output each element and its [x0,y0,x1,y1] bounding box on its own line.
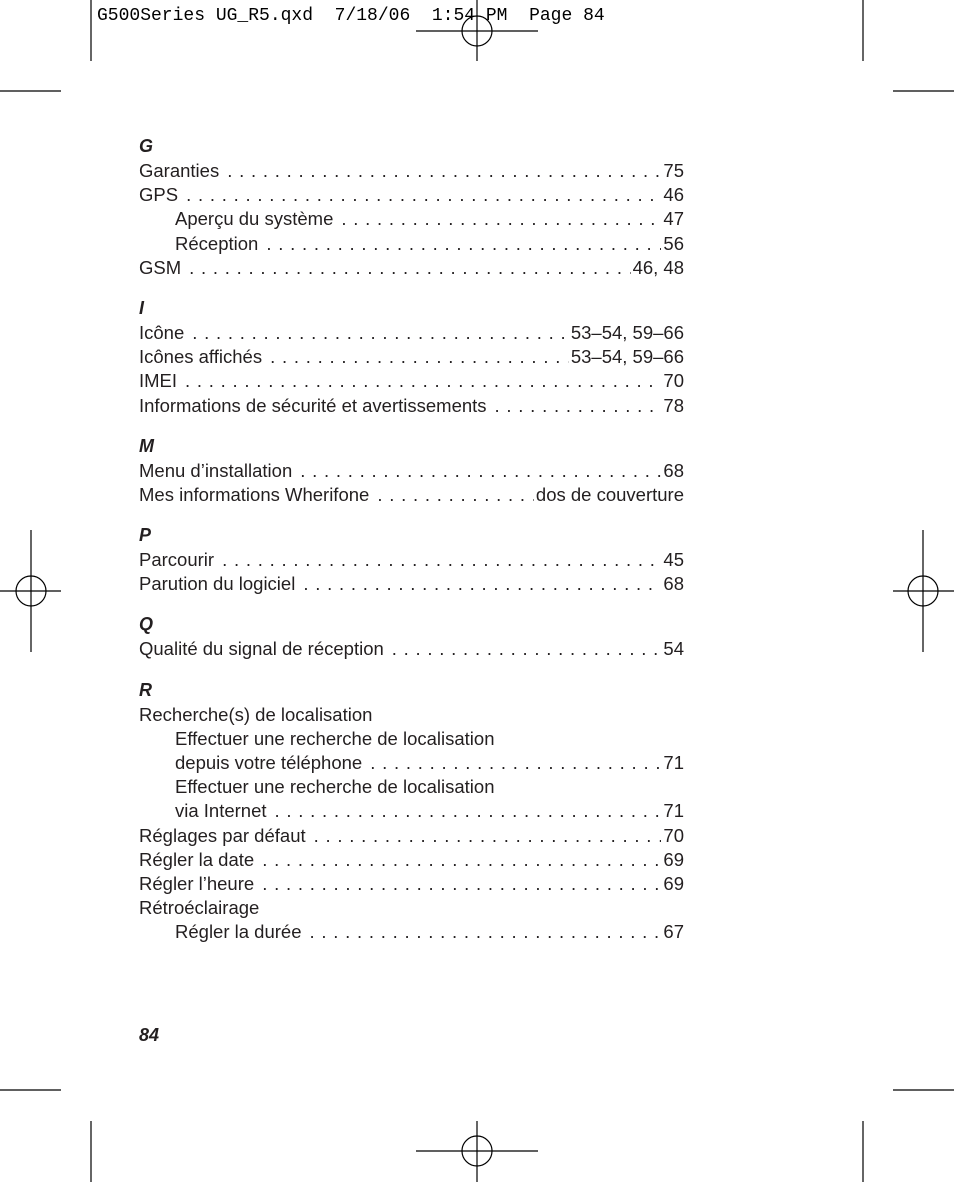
index-section [139,613,684,661]
entry-page-ref: 67 [663,921,684,943]
entry-page-ref: 53–54, 59–66 [570,321,684,343]
entry-page-ref: 75 [663,160,684,181]
entry-term: Menu d’installation [139,459,293,481]
entry-term: Icône [139,321,185,343]
dot-leader [262,872,661,896]
index-subentry [139,727,684,751]
index-entry [139,483,684,507]
index-subentry [139,920,684,944]
dot-leader [185,369,661,393]
entry-page-ref: 53–54, 59–66 [570,346,684,368]
index-section [139,524,684,596]
entry-term: Effectuer une recherche de localisation [175,776,495,798]
entry-term: Réception [175,232,259,254]
dot-leader [341,207,661,231]
index-subentry [139,751,684,775]
entry-page-ref: 56 [663,232,684,254]
index-section [139,679,684,945]
entry-page-ref: 78 [663,394,684,416]
dot-leader [189,256,630,280]
entry-term: Qualité du signal de réception [139,638,384,660]
entry-page-ref: 54 [663,638,684,660]
registration-target-right [893,530,954,652]
entry-page-ref: 46, 48 [632,256,684,278]
index-section [139,297,684,418]
entry-term: Parcourir [139,549,215,571]
entry-page-ref: 69 [663,872,684,894]
index-entry [139,321,684,345]
entry-page-ref: 45 [663,549,684,571]
entry-page-ref: 69 [663,848,684,870]
entry-term: Régler la durée [175,921,302,943]
index-subentry [139,799,684,823]
print-slug-header: G500Series UG_R5.qxd 7/18/06 1:54 PM Page 84 [97,6,605,26]
entry-term: depuis votre téléphone [175,752,363,773]
dot-leader [303,572,661,596]
registration-target-bottom [416,1121,538,1182]
section-letter: I [139,297,145,318]
entry-term: Effectuer une recherche de localisation [175,727,495,749]
index-entry [139,256,684,280]
index-subentry [139,232,684,256]
entry-term: Régler la date [139,848,255,870]
index-entry [139,872,684,896]
entry-page-ref: 70 [663,824,684,846]
entry-term: Parution du logiciel [139,573,296,595]
dot-leader [392,637,662,661]
dot-leader [186,183,661,207]
entry-page-ref: 70 [663,370,684,392]
section-letter: P [139,525,152,546]
registration-target-left [0,530,61,652]
entry-page-ref: 71 [663,752,684,773]
entry-page-ref: dos de couverture [535,483,684,505]
entry-page-ref: 47 [663,208,684,230]
dot-leader [266,232,661,256]
entry-page-ref: 46 [663,184,684,206]
entry-page-ref: 68 [663,573,684,595]
index-subentry [139,775,684,799]
index-entry [139,394,684,418]
index-entry [139,183,684,207]
index-entry [139,637,684,661]
dot-leader [270,345,569,369]
index-entry [139,345,684,369]
index-list [139,135,684,962]
index-entry [139,848,684,872]
entry-term: Icônes affichés [139,346,263,368]
entry-page-ref: 71 [663,800,684,822]
dot-leader [370,751,661,775]
dot-leader [262,848,661,872]
dot-leader [275,799,662,823]
dot-leader [377,483,534,507]
page-number: 84 [139,1025,160,1045]
index-entry [139,896,684,920]
entry-term: Garanties [139,160,220,181]
entry-page-ref: 68 [663,459,684,481]
index-entry [139,703,684,727]
section-letter: R [139,679,152,700]
entry-term: GPS [139,184,179,206]
entry-term: Régler l’heure [139,872,255,894]
section-letter: M [139,435,154,456]
index-subentry [139,207,684,231]
entry-term: via Internet [175,800,267,822]
dot-leader [227,159,661,183]
index-entry [139,159,684,183]
dot-leader [222,548,661,572]
index-section [139,135,684,280]
section-letter: Q [139,614,154,635]
index-entry [139,548,684,572]
entry-term: Rétroéclairage [139,897,260,919]
index-section [139,435,684,507]
entry-term: Mes informations Wherifone [139,483,370,505]
index-entry [139,572,684,596]
index-entry [139,824,684,848]
dot-leader [192,321,569,345]
entry-term: Aperçu du système [175,208,334,230]
entry-term: Réglages par défaut [139,824,306,846]
section-letter: G [139,136,154,156]
entry-term: Recherche(s) de localisation [139,703,373,725]
dot-leader [300,459,661,483]
index-entry [139,459,684,483]
dot-leader [495,394,662,418]
entry-term: IMEI [139,370,178,392]
dot-leader [310,920,662,944]
entry-term: Informations de sécurité et avertissements [139,394,487,416]
entry-term: GSM [139,256,182,278]
dot-leader [314,824,662,848]
index-entry [139,369,684,393]
